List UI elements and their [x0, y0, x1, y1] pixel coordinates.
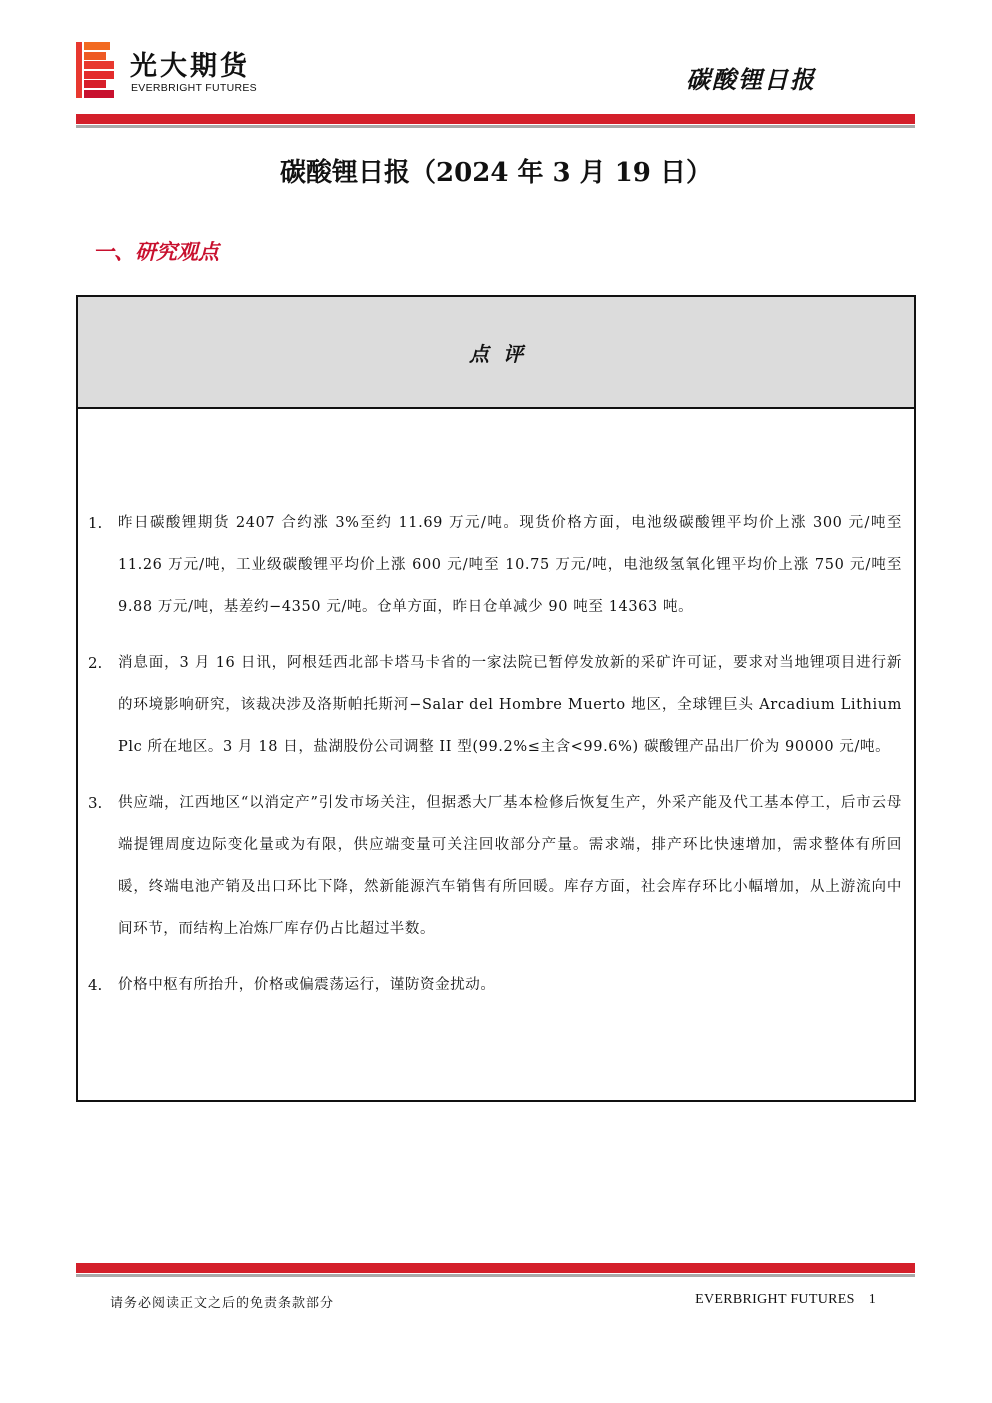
list-item: [78, 964, 914, 1006]
logo-chinese-name: 光大期货: [130, 51, 250, 82]
footer-company: [695, 1292, 876, 1308]
footer-divider: [76, 1263, 915, 1273]
everbright-e-icon: [76, 42, 116, 98]
section-heading: 一、研究观点: [93, 240, 219, 264]
commentary-header-label: 点评: [469, 341, 537, 366]
page-number: 1: [868, 1292, 876, 1307]
list-item-number: 2.: [88, 654, 103, 672]
list-item-text: 供应端，江西地区“以消定产”引发市场关注，但据悉大厂基本检修后恢复生产，外采产能及代工基本停工，后市云母端提锂周度边际变化量或为有限，供应端变量可关注回收部分产量。需求端，排产环比快速增加，需求整体有所回暖，终端电池产销及出口环比下降，然新能源汽车销售有所回暖。库存方面，社会库存环比小幅增加，从上游流向中间环节，而结构上冶炼厂库存仍占比超过半数。: [118, 795, 902, 937]
list-item-number: 4.: [88, 976, 103, 994]
list-item-text: 消息面，3 月 16 日讯，阿根廷西北部卡塔马卡省的一家法院已暂停发放新的采矿许可证，要求对当地锂项目进行新的环境影响研究，该裁决涉及洛斯帕托斯河−Salar del Hombre Muerto 地区，全球锂巨头 Arcadium Lithium Plc 所在地区。3 月 18 日，盐湖股份公司调整 II 型(99.2%≤主含<99.6%) 碳酸锂产品出厂价为 90000 元/吨。: [118, 655, 902, 755]
list-item-number: 1.: [88, 514, 103, 532]
list-item-text: 昨日碳酸锂期货 2407 合约涨 3%至约 11.69 万元/吨。现货价格方面，电池级碳酸锂平均价上涨 300 元/吨至 11.26 万元/吨，工业级碳酸锂平均价上涨 600 元/吨至 10.75 万元/吨，电池级氢氧化锂平均价上涨 750 元/吨至 9.88 万元/吨，基差约−4350 元/吨。仓单方面，昨日仓单减少 90 吨至 14363 吨。: [118, 515, 902, 615]
footer-company-name: EVERBRIGHT FUTURES: [695, 1292, 855, 1307]
list-item-text: 价格中枢有所抬升，价格或偏震荡运行，谨防资金扰动。: [118, 977, 496, 993]
footer-disclaimer: 请务必阅读正文之后的免责条款部分: [110, 1296, 335, 1311]
list-item: [78, 642, 914, 768]
commentary-list: [78, 502, 914, 1020]
company-logo: [76, 42, 296, 98]
document-title: 碳酸锂日报（2024 年 3 月 19 日）: [280, 158, 712, 188]
list-item-number: 3.: [88, 794, 103, 812]
header-divider: [76, 114, 915, 124]
commentary-box: [76, 295, 916, 1102]
report-name: 碳酸锂日报: [686, 66, 816, 94]
list-item: [78, 782, 914, 950]
logo-english-name: EVERBRIGHT FUTURES: [131, 82, 257, 94]
list-item: [78, 502, 914, 628]
commentary-box-header: [78, 297, 914, 409]
